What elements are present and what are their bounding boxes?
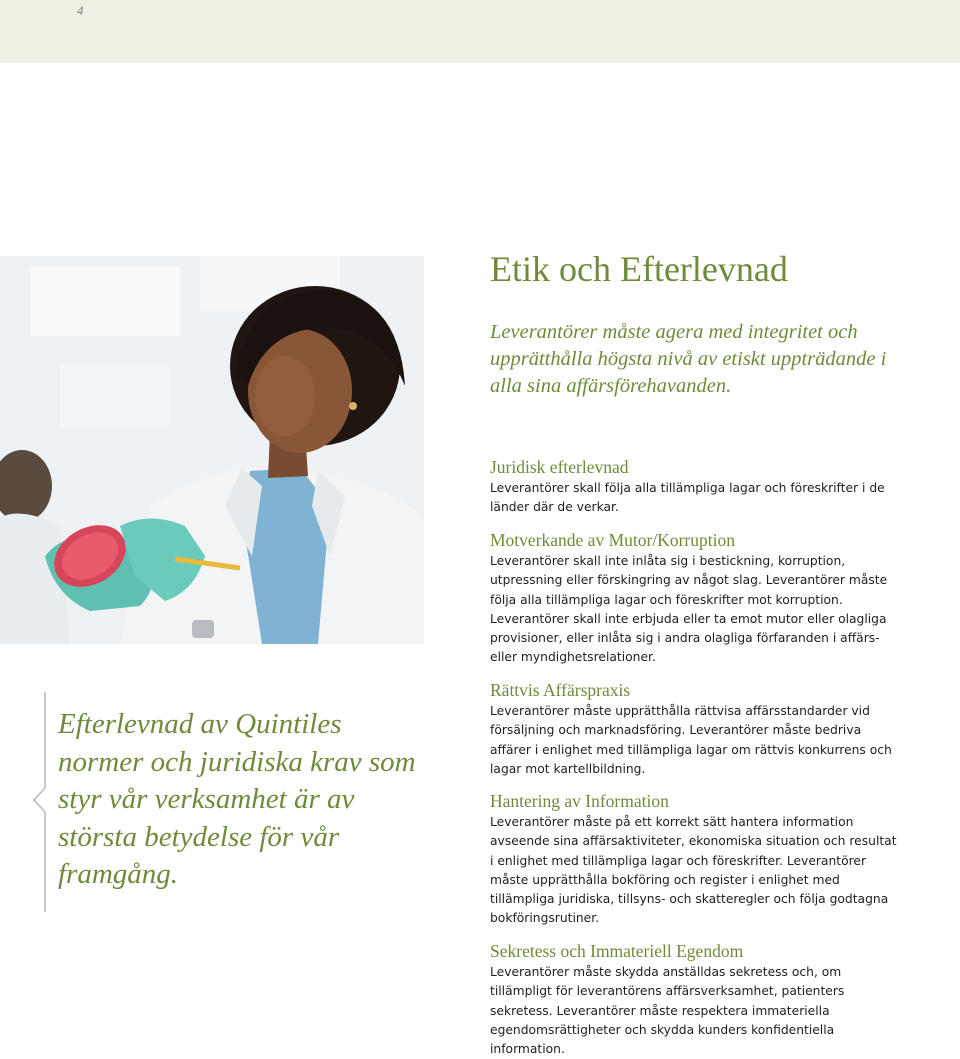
section-body: Leverantörer skall följa alla tillämpliga lagar och föreskrifter i de länder där de verkar.	[490, 481, 885, 515]
section-heading: Sekretess och Immateriell Egendom	[490, 941, 744, 961]
section-heading: Juridisk efterlevnad	[490, 457, 629, 477]
section-body: Leverantörer måste på ett korrekt sätt hantera information avseende sina affärsaktiviteter, ekonomiska situation och resultat i enlighet med tillämpliga lagar och föreskrifter. Leverantörer måste upprätthålla bokföring och register i enlighet med tillämpliga juridiska, tillsyns- och skatteregler och följa godtagna bokföringsrutiner.	[490, 815, 897, 926]
pull-quote: Efterlevnad av Quintiles normer och juridiska krav som styr vår verksamhet är av största betydelse för vår framgång.	[58, 708, 416, 890]
section-body: Leverantörer måste upprätthålla rättvisa affärsstandarder vid försäljning och marknadsföring. Leverantörer måste bedriva affärer i enlighet med tillämpliga lagar om rättvis konkurrens och lagar mot kartellbildning.	[490, 704, 892, 776]
section-anti-corruption	[490, 529, 900, 668]
section-body: Leverantörer måste skydda anställdas sekretess och, om tillämpligt för leverantörens affärsverksamhet, patienters sekretess. Leverantörer måste respektera immateriella egendomsrättigheter och skydda kunders konfidentiella information.	[490, 965, 845, 1057]
section-fair-business	[490, 679, 900, 779]
section-body: Leverantörer skall inte inlåta sig i bestickning, korruption, utpressning eller förskingring av något slag. Leverantörer måste följa alla tillämpliga lagar och föreskrifter mot korruption. Leverantörer skall inte erbjuda eller ta emot mutor eller olagliga provisioner, eller inlåta sig i andra olagliga förfaranden i affärs- eller myndighetsrelationer.	[490, 554, 888, 665]
quote-bracket	[32, 692, 46, 912]
section-confidentiality	[490, 940, 900, 1059]
section-legal-compliance	[490, 456, 900, 518]
lab-scientist-photo	[0, 256, 424, 644]
section-information-handling	[490, 790, 900, 929]
page-title: Etik och Efterlevnad	[490, 249, 788, 289]
section-heading: Motverkande av Mutor/Korruption	[490, 530, 735, 550]
section-heading: Rättvis Affärspraxis	[490, 680, 631, 700]
intro-text: Leverantörer måste agera med integritet och upprätthålla högsta nivå av etiskt uppträdande i alla sina affärsförehavanden.	[490, 321, 887, 397]
page-number: 4	[77, 3, 84, 18]
section-heading: Hantering av Information	[490, 791, 669, 811]
header-band	[0, 0, 960, 63]
